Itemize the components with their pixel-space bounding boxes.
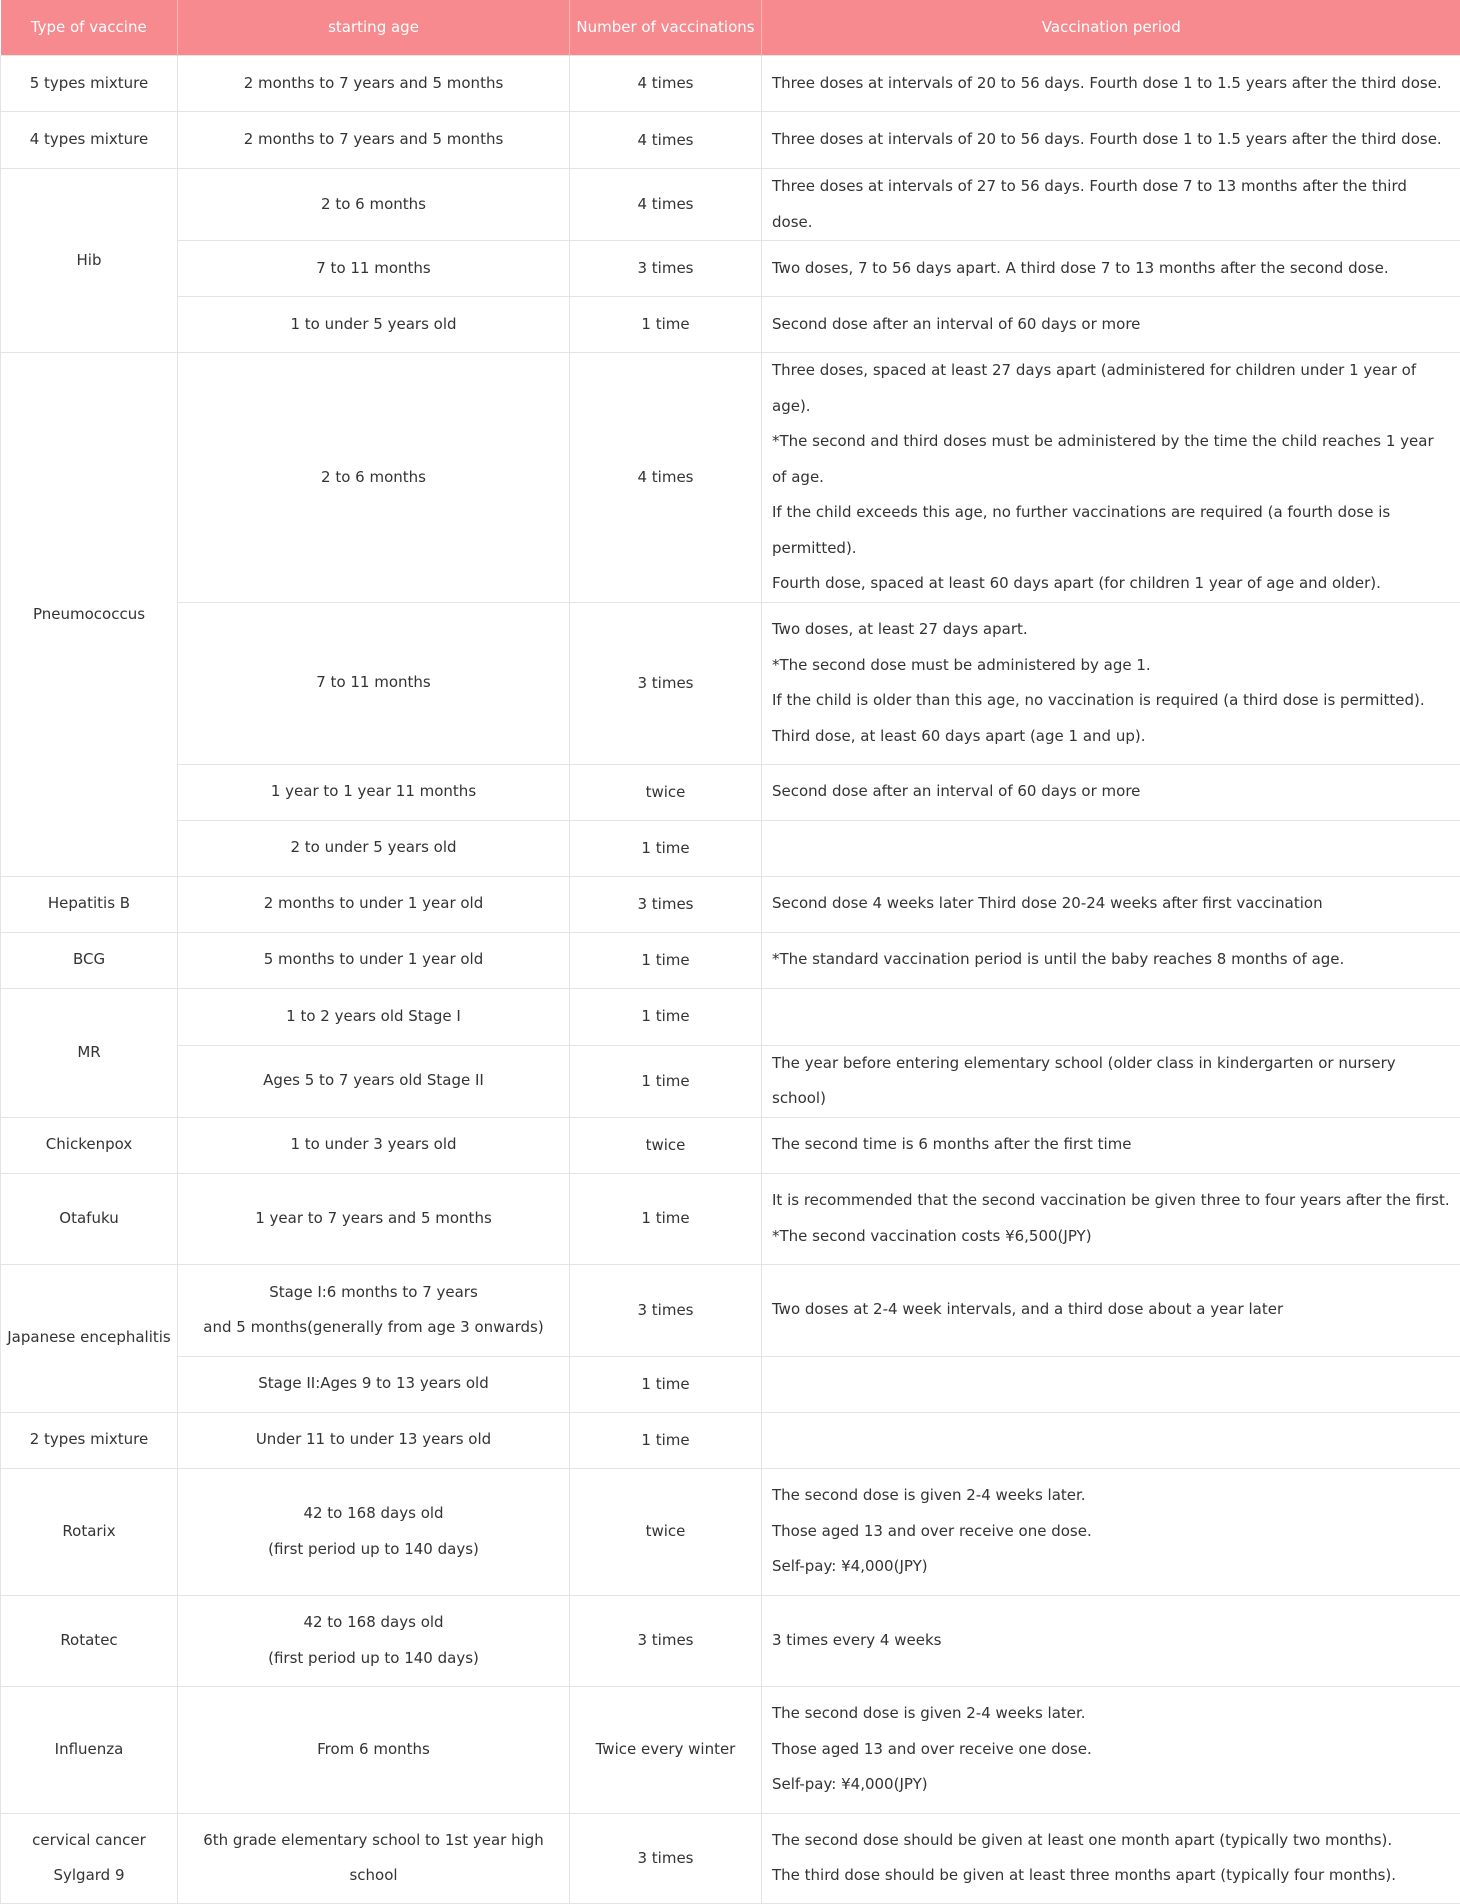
vaccine-type-cell — [1, 876, 178, 932]
vaccination-period-cell — [762, 1117, 1460, 1173]
starting-age-cell — [178, 1468, 570, 1595]
vaccination-count-cell: 3 times — [570, 1813, 762, 1903]
starting-age-cell — [178, 1412, 570, 1468]
vaccine-type-cell-line: Sylgard 9 — [7, 1858, 171, 1894]
table-row — [1, 353, 1460, 603]
header-row — [1, 0, 1460, 56]
vaccination-period-cell — [762, 764, 1460, 820]
table-row — [1, 1468, 1460, 1595]
vaccine-type-cell — [1, 1264, 178, 1412]
vaccination-period-cell — [762, 602, 1460, 764]
starting-age-cell — [178, 1813, 570, 1903]
starting-age-cell-line: 2 months to 7 years and 5 months — [184, 122, 563, 158]
vaccine-type-cell-line: Rotarix — [7, 1514, 171, 1550]
vaccination-period-cell-line: *The second vaccination costs ¥6,500(JPY) — [772, 1219, 1450, 1255]
vaccination-period-cell — [762, 56, 1460, 112]
vaccine-type-cell-line: BCG — [7, 942, 171, 978]
starting-age-cell — [178, 112, 570, 169]
vaccination-period-cell-line: The second dose is given 2-4 weeks later. — [772, 1696, 1450, 1732]
header-vaccination-period: Vaccination period — [762, 0, 1460, 56]
vaccine-type-cell-line: 5 types mixture — [7, 66, 171, 102]
table-row — [1, 169, 1460, 241]
vaccination-period-cell — [762, 241, 1460, 297]
header-starting-age: starting age — [178, 0, 570, 56]
vaccination-count-cell: 4 times — [570, 112, 762, 169]
vaccination-count-cell: 1 time — [570, 1356, 762, 1412]
vaccine-type-cell-line: Chickenpox — [7, 1127, 171, 1163]
starting-age-cell-line: 2 to under 5 years old — [184, 830, 563, 866]
starting-age-cell-line: Stage II:Ages 9 to 13 years old — [184, 1366, 563, 1402]
starting-age-cell-line: and 5 months(generally from age 3 onwards) — [184, 1310, 563, 1346]
vaccine-type-cell-line: Influenza — [7, 1732, 171, 1768]
starting-age-cell-line: 5 months to under 1 year old — [184, 942, 563, 978]
starting-age-cell-line: 1 to under 5 years old — [184, 307, 563, 343]
vaccine-type-cell — [1, 932, 178, 988]
vaccination-period-cell-line: Second dose after an interval of 60 days or more — [772, 774, 1450, 810]
vaccination-count-cell: 3 times — [570, 241, 762, 297]
vaccination-count-cell: 1 time — [570, 820, 762, 876]
starting-age-cell-line: 7 to 11 months — [184, 665, 563, 701]
vaccination-count-cell: 1 time — [570, 297, 762, 353]
vaccination-count-cell: 1 time — [570, 988, 762, 1045]
table-row — [1, 932, 1460, 988]
vaccination-period-cell-line: Those aged 13 and over receive one dose. — [772, 1732, 1450, 1768]
vaccination-period-cell-line: Three doses at intervals of 20 to 56 days. Fourth dose 1 to 1.5 years after the third dose. — [772, 66, 1450, 102]
table-row — [1, 820, 1460, 876]
vaccine-type-cell — [1, 1412, 178, 1468]
starting-age-cell-line: (first period up to 140 days) — [184, 1641, 563, 1677]
table-row — [1, 1412, 1460, 1468]
vaccination-period-cell-line: Third dose, at least 60 days apart (age 1 and up). — [772, 719, 1450, 755]
table-row — [1, 1356, 1460, 1412]
vaccine-type-cell — [1, 1686, 178, 1813]
starting-age-cell-line: 42 to 168 days old — [184, 1605, 563, 1641]
vaccination-period-cell-line: Two doses at 2-4 week intervals, and a third dose about a year later — [772, 1292, 1450, 1328]
vaccine-type-cell-line: MR — [7, 1035, 171, 1071]
starting-age-cell-line: 42 to 168 days old — [184, 1496, 563, 1532]
vaccine-type-cell-line: Rotatec — [7, 1623, 171, 1659]
starting-age-cell — [178, 764, 570, 820]
starting-age-cell — [178, 602, 570, 764]
starting-age-cell — [178, 1173, 570, 1264]
vaccination-count-cell: 1 time — [570, 1045, 762, 1117]
starting-age-cell — [178, 169, 570, 241]
vaccination-period-cell — [762, 169, 1460, 241]
starting-age-cell — [178, 932, 570, 988]
vaccination-count-cell: 4 times — [570, 353, 762, 603]
vaccination-period-cell-line: Those aged 13 and over receive one dose. — [772, 1514, 1450, 1550]
vaccine-type-cell — [1, 56, 178, 112]
starting-age-cell-line: Stage I:6 months to 7 years — [184, 1275, 563, 1311]
vaccination-count-cell: 4 times — [570, 169, 762, 241]
starting-age-cell — [178, 820, 570, 876]
vaccine-type-cell — [1, 169, 178, 353]
vaccination-count-cell: 3 times — [570, 602, 762, 764]
vaccination-period-cell — [762, 1813, 1460, 1903]
vaccination-period-cell — [762, 112, 1460, 169]
vaccination-period-cell — [762, 932, 1460, 988]
starting-age-cell-line: Under 11 to under 13 years old — [184, 1422, 563, 1458]
starting-age-cell-line: Ages 5 to 7 years old Stage II — [184, 1063, 563, 1099]
starting-age-cell-line: 2 months to 7 years and 5 months — [184, 66, 563, 102]
starting-age-cell — [178, 988, 570, 1045]
starting-age-cell-line: 1 year to 1 year 11 months — [184, 774, 563, 810]
vaccine-type-cell — [1, 1117, 178, 1173]
vaccine-type-cell — [1, 1595, 178, 1686]
vaccination-period-cell-line: Self-pay: ¥4,000(JPY) — [772, 1549, 1450, 1585]
starting-age-cell — [178, 353, 570, 603]
vaccine-type-cell — [1, 1173, 178, 1264]
table-row — [1, 112, 1460, 169]
vaccination-period-cell — [762, 1045, 1460, 1117]
table-row — [1, 56, 1460, 112]
vaccine-type-cell-line: Japanese encephalitis — [7, 1320, 171, 1356]
vaccination-count-cell: 1 time — [570, 1412, 762, 1468]
vaccination-period-cell-line: Second dose 4 weeks later Third dose 20-24 weeks after first vaccination — [772, 886, 1450, 922]
starting-age-cell — [178, 1595, 570, 1686]
starting-age-cell — [178, 1045, 570, 1117]
table-row — [1, 1045, 1460, 1117]
vaccination-period-cell — [762, 297, 1460, 353]
vaccine-type-cell — [1, 1813, 178, 1903]
starting-age-cell — [178, 56, 570, 112]
vaccination-period-cell-line: Two doses, at least 27 days apart. — [772, 612, 1450, 648]
table-row — [1, 241, 1460, 297]
vaccination-period-cell-line: The year before entering elementary school (older class in kindergarten or nursery school) — [772, 1046, 1450, 1117]
vaccination-count-cell: twice — [570, 1468, 762, 1595]
table-row — [1, 764, 1460, 820]
starting-age-cell-line: 6th grade elementary school to 1st year high school — [184, 1823, 563, 1894]
vaccination-period-cell-line: The second dose is given 2-4 weeks later. — [772, 1478, 1450, 1514]
starting-age-cell-line: 2 months to under 1 year old — [184, 886, 563, 922]
table-row — [1, 1173, 1460, 1264]
vaccination-count-cell: 3 times — [570, 876, 762, 932]
starting-age-cell-line: (first period up to 140 days) — [184, 1532, 563, 1568]
table-body — [1, 56, 1460, 1904]
vaccination-period-cell — [762, 353, 1460, 603]
vaccination-count-cell: Twice every winter — [570, 1686, 762, 1813]
table-row — [1, 988, 1460, 1045]
table-row — [1, 1117, 1460, 1173]
starting-age-cell — [178, 297, 570, 353]
vaccination-count-cell: 1 time — [570, 1173, 762, 1264]
vaccination-period-cell — [762, 1595, 1460, 1686]
vaccination-period-cell — [762, 1173, 1460, 1264]
vaccination-period-cell-line: *The second dose must be administered by age 1. — [772, 648, 1450, 684]
header-vaccine-type: Type of vaccine — [1, 0, 178, 56]
vaccination-period-cell-line: *The second and third doses must be administered by the time the child reaches 1 year of age. — [772, 424, 1450, 495]
vaccination-period-cell-line: Fourth dose, spaced at least 60 days apart (for children 1 year of age and older). — [772, 566, 1450, 602]
vaccine-type-cell-line: Hepatitis B — [7, 886, 171, 922]
vaccine-type-cell — [1, 353, 178, 877]
vaccination-period-cell-line: It is recommended that the second vaccination be given three to four years after the first. — [772, 1183, 1450, 1219]
vaccination-period-cell-line: 3 times every 4 weeks — [772, 1623, 1450, 1659]
vaccine-type-cell-line: Otafuku — [7, 1201, 171, 1237]
vaccination-count-cell: twice — [570, 1117, 762, 1173]
vaccination-count-cell: 3 times — [570, 1595, 762, 1686]
starting-age-cell-line: 1 year to 7 years and 5 months — [184, 1201, 563, 1237]
vaccination-period-cell-line: The second time is 6 months after the first time — [772, 1127, 1450, 1163]
starting-age-cell — [178, 1117, 570, 1173]
vaccine-type-cell-line: Pneumococcus — [7, 597, 171, 633]
table-row — [1, 297, 1460, 353]
vaccination-period-cell — [762, 1356, 1460, 1412]
vaccine-type-cell-line: 4 types mixture — [7, 122, 171, 158]
starting-age-cell — [178, 241, 570, 297]
vaccination-count-cell: 1 time — [570, 932, 762, 988]
vaccination-period-cell-line: Two doses, 7 to 56 days apart. A third dose 7 to 13 months after the second dose. — [772, 251, 1450, 287]
starting-age-cell — [178, 1264, 570, 1356]
vaccination-period-cell-line: The second dose should be given at least one month apart (typically two months). — [772, 1823, 1450, 1859]
vaccination-period-cell-line: Self-pay: ¥4,000(JPY) — [772, 1767, 1450, 1803]
vaccination-period-cell-line: If the child exceeds this age, no further vaccinations are required (a fourth dose is permitted). — [772, 495, 1450, 566]
starting-age-cell-line: 1 to under 3 years old — [184, 1127, 563, 1163]
table-row — [1, 602, 1460, 764]
vaccination-period-cell-line: *The standard vaccination period is until the baby reaches 8 months of age. — [772, 942, 1450, 978]
vaccination-period-cell-line: If the child is older than this age, no vaccination is required (a third dose is permitted). — [772, 683, 1450, 719]
starting-age-cell-line: 2 to 6 months — [184, 460, 563, 496]
vaccine-type-cell-line: 2 types mixture — [7, 1422, 171, 1458]
table-row — [1, 1813, 1460, 1903]
starting-age-cell-line: From 6 months — [184, 1732, 563, 1768]
vaccination-count-cell: 4 times — [570, 56, 762, 112]
starting-age-cell-line: 2 to 6 months — [184, 187, 563, 223]
vaccine-type-cell — [1, 1468, 178, 1595]
vaccination-count-cell: twice — [570, 764, 762, 820]
vaccine-type-cell — [1, 112, 178, 169]
vaccination-period-cell — [762, 820, 1460, 876]
table-row — [1, 1264, 1460, 1356]
vaccination-period-cell — [762, 1686, 1460, 1813]
table-row — [1, 1595, 1460, 1686]
starting-age-cell-line: 7 to 11 months — [184, 251, 563, 287]
vaccination-period-cell — [762, 988, 1460, 1045]
starting-age-cell — [178, 1356, 570, 1412]
vaccination-period-cell — [762, 876, 1460, 932]
vaccine-type-cell-line: cervical cancer — [7, 1823, 171, 1859]
table-row — [1, 1686, 1460, 1813]
vaccine-type-cell-line: Hib — [7, 243, 171, 279]
vaccination-period-cell-line: Three doses at intervals of 20 to 56 days. Fourth dose 1 to 1.5 years after the third dose. — [772, 122, 1450, 158]
table-row — [1, 876, 1460, 932]
vaccination-period-cell-line: Three doses at intervals of 27 to 56 days. Fourth dose 7 to 13 months after the third dose. — [772, 169, 1450, 240]
vaccination-period-cell — [762, 1468, 1460, 1595]
vaccination-period-cell — [762, 1412, 1460, 1468]
starting-age-cell-line: 1 to 2 years old Stage I — [184, 999, 563, 1035]
vaccine-type-cell — [1, 988, 178, 1117]
header-vaccination-count: Number of vaccinations — [570, 0, 762, 56]
vaccination-period-cell — [762, 1264, 1460, 1356]
vaccination-period-cell-line: Three doses, spaced at least 27 days apart (administered for children under 1 year of age). — [772, 353, 1450, 424]
vaccination-count-cell: 3 times — [570, 1264, 762, 1356]
starting-age-cell — [178, 876, 570, 932]
starting-age-cell — [178, 1686, 570, 1813]
vaccination-period-cell-line: The third dose should be given at least three months apart (typically four months). — [772, 1858, 1450, 1894]
vaccination-period-cell-line: Second dose after an interval of 60 days or more — [772, 307, 1450, 343]
